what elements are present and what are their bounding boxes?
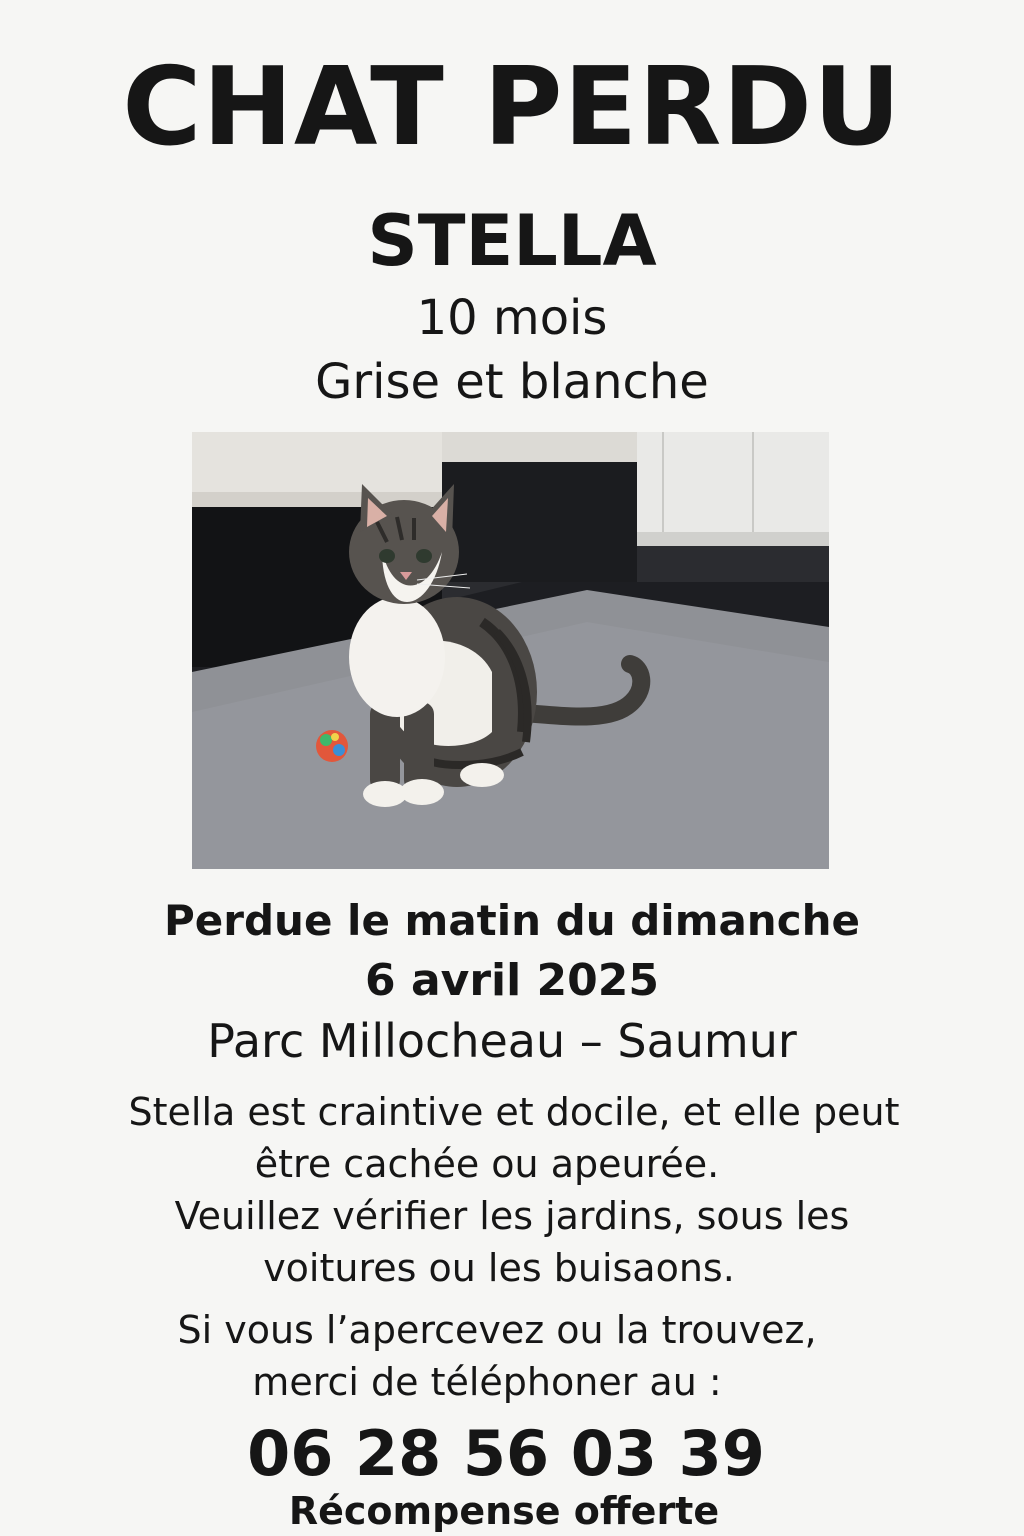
description-line: merci de téléphoner au : bbox=[252, 1360, 722, 1404]
lost-date: 6 avril 2025 bbox=[365, 955, 659, 1006]
description-line: Si vous l’apercevez ou la trouvez, bbox=[177, 1308, 817, 1352]
description-line: Veuillez vérifier les jardins, sous les bbox=[174, 1194, 850, 1238]
description-line: Stella est craintive et docile, et elle peut bbox=[128, 1090, 900, 1134]
cat-photo bbox=[192, 432, 829, 869]
reward-text: Récompense offerte bbox=[288, 1489, 720, 1533]
description-line: voitures ou les buisaons. bbox=[263, 1246, 735, 1290]
cat-name: STELLA bbox=[367, 200, 657, 282]
phone-number: 06 28 56 03 39 bbox=[247, 1417, 765, 1490]
description-line: être cachée ou apeurée. bbox=[254, 1142, 720, 1186]
lost-when: Perdue le matin du dimanche bbox=[164, 896, 860, 945]
cat-color: Grise et blanche bbox=[315, 354, 709, 410]
cat-age: 10 mois bbox=[416, 290, 608, 346]
lost-place: Parc Millocheau – Saumur bbox=[207, 1014, 797, 1068]
poster-title: CHAT PERDU bbox=[122, 45, 902, 170]
